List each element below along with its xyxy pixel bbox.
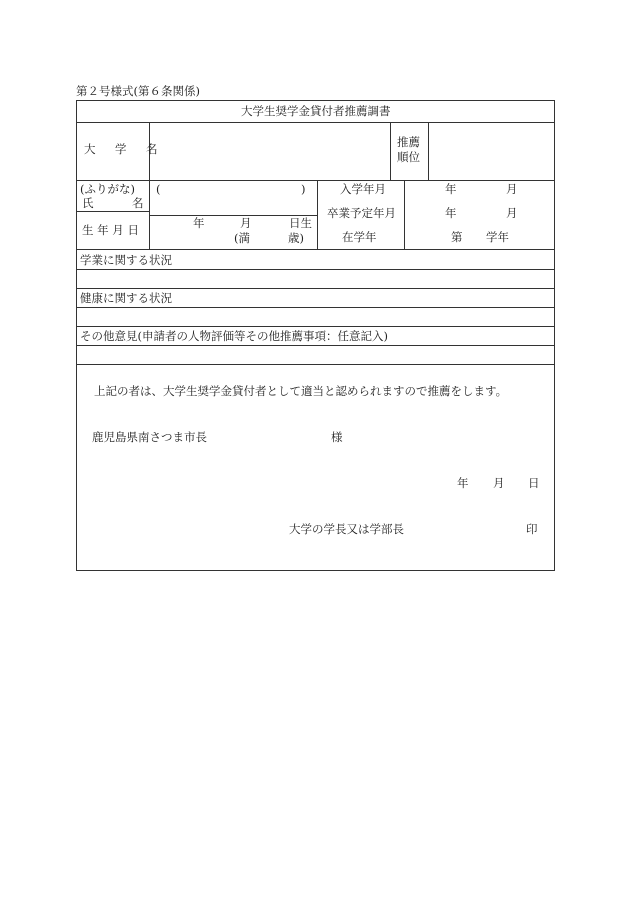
furigana-open-paren: ( <box>156 182 161 196</box>
honorific: 様 <box>331 430 343 444</box>
enroll-label: 入学年月 <box>340 182 386 196</box>
ranking-field[interactable] <box>429 122 554 178</box>
date-day-unit: 日 <box>528 476 540 490</box>
date-year-unit: 年 <box>457 476 469 490</box>
studies-divider-2 <box>77 288 554 289</box>
furigana-label: (ふりがな) <box>80 182 135 196</box>
other-divider-2 <box>77 364 554 365</box>
health-divider-2 <box>77 326 554 327</box>
recommendation-statement: 上記の者は、大学生奨学金貸付者として適当と認められますので推薦をします。 <box>94 384 508 398</box>
other-field[interactable] <box>77 345 554 363</box>
grade-prefix: 第 <box>451 230 463 244</box>
studies-section-label: 学業に関する状況 <box>80 253 172 267</box>
other-section-label: その他意見(申請者の人物評価等その他推薦事項：任意記入) <box>80 329 388 343</box>
form-title: 大学生奨学金貸付者推薦調書 <box>241 104 391 118</box>
name-label-second: 名 <box>132 196 144 210</box>
health-field[interactable] <box>77 307 554 325</box>
enroll-month-unit: 月 <box>506 182 518 196</box>
row-divider-name <box>77 211 149 212</box>
ranking-label-line1: 推薦 <box>397 135 420 149</box>
name-label-first: 氏 <box>82 196 94 210</box>
name-field[interactable] <box>150 180 314 212</box>
right-column-divider <box>404 180 405 249</box>
age-close: 歳) <box>288 231 304 245</box>
grade-suffix: 学年 <box>486 230 509 244</box>
birth-day-unit: 日生 <box>289 216 312 230</box>
middle-column-divider <box>317 180 318 249</box>
grad-year-unit: 年 <box>445 206 457 220</box>
university-label: 大 学 名 <box>84 142 162 156</box>
grad-label: 卒業予定年月 <box>327 206 396 220</box>
age-open: (満 <box>234 231 250 245</box>
seal-mark: 印 <box>526 522 538 536</box>
health-section-label: 健康に関する状況 <box>80 291 172 305</box>
ranking-label-line2: 順位 <box>397 150 420 164</box>
ranking-column-divider-left <box>390 122 391 180</box>
form-number: 第２号様式(第６条関係) <box>76 84 200 98</box>
enroll-year-unit: 年 <box>445 182 457 196</box>
furigana-close-paren: ) <box>301 182 306 196</box>
university-field[interactable] <box>150 122 388 178</box>
row-divider-personal <box>77 249 554 250</box>
addressee: 鹿児島県南さつま市長 <box>92 430 207 444</box>
studies-field[interactable] <box>77 269 554 287</box>
birth-year-unit: 年 <box>193 216 205 230</box>
signer-title: 大学の学長又は学部長 <box>289 522 404 536</box>
date-month-unit: 月 <box>493 476 505 490</box>
birth-month-unit: 月 <box>240 216 252 230</box>
birth-label: 生 年 月 日 <box>82 223 139 237</box>
grade-label: 在学年 <box>342 230 377 244</box>
grad-month-unit: 月 <box>506 206 518 220</box>
